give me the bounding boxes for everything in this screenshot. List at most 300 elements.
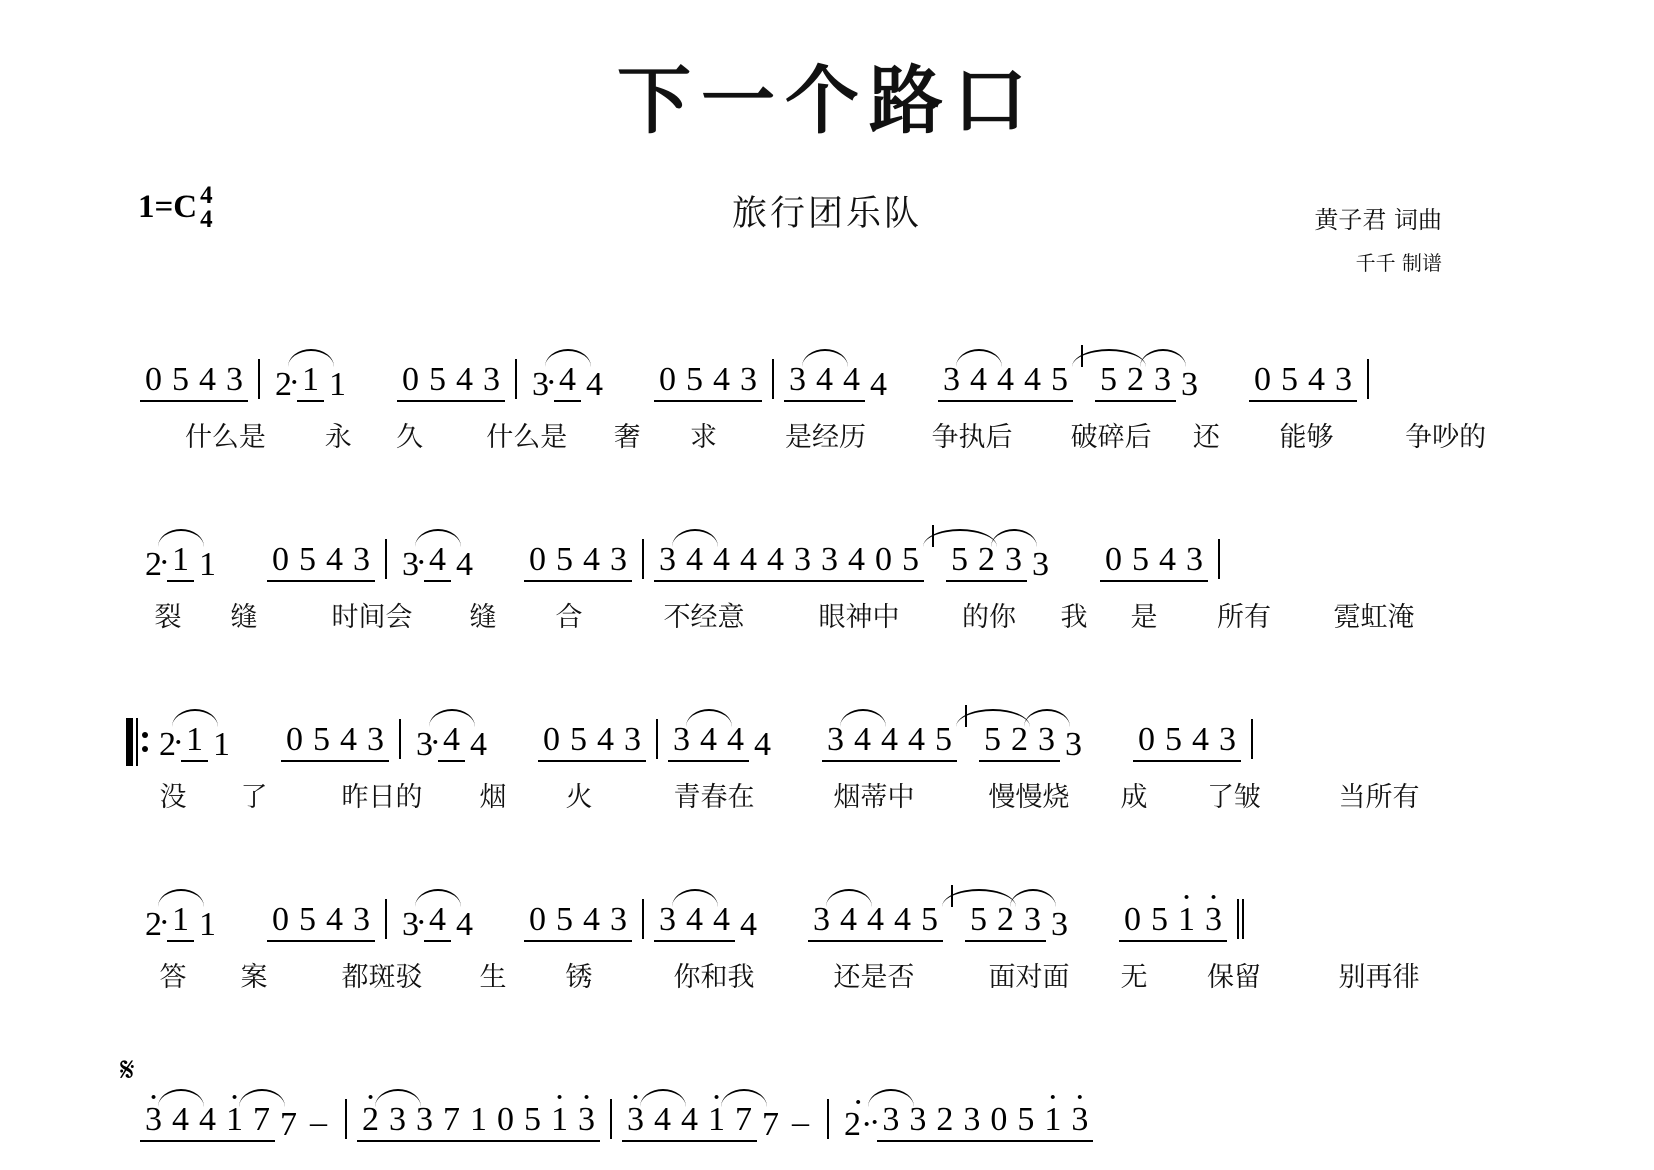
note: 3: [904, 1103, 931, 1142]
note: 3: [348, 543, 375, 582]
note: 5: [294, 903, 321, 942]
system-2: [0, 530, 1654, 634]
note: 4: [335, 723, 362, 762]
note: 5: [930, 723, 957, 762]
note: 4: [1187, 723, 1214, 762]
measure-group: [527, 360, 608, 403]
note: · 1: [546, 1103, 573, 1142]
system-4-lyrics: [0, 954, 1654, 994]
measure-group: [1095, 360, 1203, 403]
lyric: 无: [1120, 961, 1148, 993]
lyric: 缝: [469, 601, 497, 633]
note: 4: [676, 1103, 703, 1142]
measure-group: [979, 720, 1087, 763]
lyric: 烟蒂中: [833, 781, 915, 813]
note: 2: [1006, 723, 1033, 762]
note: 4: [194, 1103, 221, 1142]
note: 0: [281, 723, 308, 762]
note: 3: [1000, 543, 1027, 582]
note: 7: [730, 1103, 757, 1142]
measure-group: [524, 900, 632, 942]
lyric: 了皱: [1207, 781, 1261, 813]
note: 4: [167, 1103, 194, 1142]
note: 3: [221, 363, 248, 402]
note: 4: [1154, 543, 1181, 582]
note: 4: [554, 363, 581, 402]
barline: [1251, 719, 1253, 759]
note: 4: [578, 543, 605, 582]
measure-group: [267, 540, 375, 582]
measure-group: [654, 360, 762, 402]
time-signature-numerator: 4: [200, 182, 213, 209]
note: 4: [424, 543, 451, 582]
note: · 3: [140, 1103, 167, 1142]
note-extension-dash: –: [310, 1103, 327, 1141]
repeat-thick-line: [126, 718, 133, 766]
repeat-dot-upper: [142, 732, 148, 738]
barline: [642, 899, 644, 939]
note: 4: [708, 903, 735, 942]
note: 1: [213, 725, 230, 763]
repeat-dot-lower: [142, 746, 148, 752]
tie-arc: [1010, 889, 1056, 907]
barline: [345, 1099, 347, 1139]
lyric: 锈: [565, 961, 593, 993]
tie-arc: [288, 349, 334, 367]
note: 3: [1019, 903, 1046, 942]
note: 3: [348, 903, 375, 942]
note: 2: [973, 543, 1000, 582]
note: 4: [889, 903, 916, 942]
note: 0: [267, 543, 294, 582]
note: 4: [903, 723, 930, 762]
note: 5: [1146, 903, 1173, 942]
tie-arc: [1140, 349, 1186, 367]
measure-group: [654, 540, 924, 582]
note: 3 ·: [397, 908, 424, 942]
note: 2: [1122, 363, 1149, 402]
note: 4: [965, 363, 992, 402]
measure-group: [397, 540, 478, 583]
lyric: 争执后: [931, 421, 1013, 453]
credit-composer: 黄子君 词曲: [1314, 206, 1442, 234]
lyric: 还是否: [833, 961, 915, 993]
note: 4: [681, 903, 708, 942]
note: 4: [194, 363, 221, 402]
measure-group: [397, 360, 505, 402]
note: 5: [1046, 363, 1073, 402]
artist-name: 旅行团乐队: [731, 194, 922, 234]
system-1: [0, 350, 1654, 454]
lyric: 是经历: [785, 421, 867, 453]
measure-group: [1100, 540, 1208, 582]
note: 1: [199, 545, 216, 583]
measure-group: [140, 540, 221, 583]
note: 7: [280, 1105, 297, 1143]
tie-arc: [172, 709, 218, 727]
note: 3: [1330, 363, 1357, 402]
note: 2 ·: [140, 908, 167, 942]
note: 1: [465, 1103, 492, 1142]
measure-group: [822, 720, 957, 762]
note: 2 ·: [140, 548, 167, 582]
note: 5: [1095, 363, 1122, 402]
note: 3: [605, 543, 632, 582]
note: 4: [843, 543, 870, 582]
measure-group: [946, 540, 1054, 583]
note: 7: [248, 1103, 275, 1142]
measure-group: [839, 1100, 1093, 1143]
note: 2 ·: [270, 368, 297, 402]
note: · 1: [1173, 903, 1200, 942]
lyric: 能够: [1279, 421, 1334, 453]
note: 1: [167, 543, 194, 582]
lyric: 面对面: [988, 961, 1070, 993]
lyric: 案: [240, 961, 268, 993]
time-signature-denominator: 4: [200, 205, 213, 233]
note: 3 ·: [527, 368, 554, 402]
note: 5: [979, 723, 1006, 762]
barline: [656, 719, 658, 759]
note: 4: [754, 725, 771, 763]
note: 4: [862, 903, 889, 942]
note: 3: [808, 903, 835, 942]
tie-arc: [991, 529, 1037, 547]
lyric: 生: [479, 961, 507, 993]
note: 4: [321, 543, 348, 582]
note: 3: [816, 543, 843, 582]
note: 3: [735, 363, 762, 402]
lyric: 缝: [230, 601, 258, 633]
lyric: 的你: [962, 601, 1016, 633]
note: 4: [870, 365, 887, 403]
lyric: 还: [1192, 421, 1220, 453]
measure-group: [965, 900, 1073, 943]
note: 0: [538, 723, 565, 762]
note: 3: [619, 723, 646, 762]
barline: [399, 719, 401, 759]
note: 0: [492, 1103, 519, 1142]
note: 4: [992, 363, 1019, 402]
system-2-notes: [0, 530, 1654, 594]
note: 4: [838, 363, 865, 402]
lyric: 答: [159, 961, 187, 993]
tie-arc: [415, 529, 461, 547]
note: 3: [789, 543, 816, 582]
note: 3: [1033, 723, 1060, 762]
note: 1: [329, 365, 346, 403]
measure-group: [622, 1100, 817, 1143]
lyric: 合: [555, 601, 583, 633]
note: 3: [384, 1103, 411, 1142]
note: 5: [1012, 1103, 1039, 1142]
lyric: 当所有: [1338, 781, 1420, 813]
note: 0: [870, 543, 897, 582]
lyric: 昨日的: [341, 781, 423, 813]
lyric: 烟: [479, 781, 507, 813]
note: 4: [849, 723, 876, 762]
measure-group: [411, 720, 492, 763]
measure-group: [1133, 720, 1241, 762]
measure-group: [397, 900, 478, 943]
lyric: 你和我: [673, 961, 755, 993]
note: 3: [1032, 545, 1049, 583]
note: 5: [965, 903, 992, 942]
measure-group: [267, 900, 375, 942]
note: 4: [321, 903, 348, 942]
lyric: 破碎后: [1070, 421, 1152, 453]
tie-arc: [158, 889, 204, 907]
note: 4: [438, 723, 465, 762]
measure-group: [938, 360, 1073, 402]
lyric: 永: [324, 421, 352, 453]
system-3-notes: [0, 710, 1654, 774]
note: 0: [140, 363, 167, 402]
note: · 3: [1200, 903, 1227, 942]
measure-group: [357, 1100, 600, 1142]
barline: [642, 539, 644, 579]
note: 5: [565, 723, 592, 762]
lyric: 保留: [1207, 961, 1261, 993]
barline: [385, 539, 387, 579]
barline: [827, 1099, 829, 1139]
note: 7: [762, 1105, 779, 1143]
note: 0: [524, 543, 551, 582]
note: 1: [297, 363, 324, 402]
key-signature: [138, 184, 213, 232]
note: · 1: [221, 1103, 248, 1142]
note: 5: [681, 363, 708, 402]
note: 5: [897, 543, 924, 582]
credit-transcriber: 千千 制谱: [1355, 250, 1442, 275]
measure-group: [140, 900, 221, 943]
lyric: 什么是: [486, 421, 568, 453]
note: 0: [1133, 723, 1160, 762]
note: 4: [835, 903, 862, 942]
lyric: 没: [159, 781, 187, 813]
note: 4: [735, 543, 762, 582]
note: 5: [167, 363, 194, 402]
note: 5: [424, 363, 451, 402]
system-5-partial: [0, 1090, 1654, 1154]
note: 0: [1100, 543, 1127, 582]
lyric: 所有: [1217, 601, 1271, 633]
note: 5: [308, 723, 335, 762]
system-1-notes: [0, 350, 1654, 414]
system-5-notes: [0, 1090, 1654, 1154]
note: 3: [938, 363, 965, 402]
note: 3: [668, 723, 695, 762]
note: 3: [1214, 723, 1241, 762]
note: 3: [1181, 365, 1198, 403]
lyric: 时间会: [331, 601, 413, 633]
lyric: 奢: [613, 421, 641, 453]
note: 0: [397, 363, 424, 402]
note: 3: [1181, 543, 1208, 582]
repeat-start-sign: [126, 718, 148, 766]
note: 4: [451, 363, 478, 402]
note: 4: [586, 365, 603, 403]
measure-group: [654, 900, 762, 943]
tie-arc: [429, 709, 475, 727]
tie-arc: [1024, 709, 1070, 727]
lyric: 是: [1130, 601, 1158, 633]
note: 3: [605, 903, 632, 942]
note: · 3: [573, 1103, 600, 1142]
lyric: 青春在: [673, 781, 755, 813]
tie-arc: [239, 1089, 285, 1107]
note: 4: [456, 545, 473, 583]
system-3-lyrics: [0, 774, 1654, 814]
time-signature: [200, 184, 213, 232]
note: 3: [784, 363, 811, 402]
note: 0: [1249, 363, 1276, 402]
measure-group: [538, 720, 646, 762]
note: 2: [992, 903, 1019, 942]
note: 4: [649, 1103, 676, 1142]
barline: [772, 359, 774, 399]
lyric: 都斑驳: [341, 961, 423, 993]
note: 2 ·: [154, 728, 181, 762]
measure-group: [524, 540, 632, 582]
credits: [1314, 198, 1442, 282]
lyric: 成: [1120, 781, 1148, 813]
note: 1: [167, 903, 194, 942]
system-3: [0, 710, 1654, 814]
note: 3: [654, 543, 681, 582]
measure-group: [140, 360, 248, 402]
segno-sign: 𝄋: [120, 1050, 135, 1090]
note: 4: [578, 903, 605, 942]
note: · 1: [703, 1103, 730, 1142]
page-title: 下一个路口: [617, 58, 1037, 144]
note: 4: [424, 903, 451, 942]
note: 4: [1019, 363, 1046, 402]
note: 4: [811, 363, 838, 402]
note: 3: [411, 1103, 438, 1142]
note: 7: [438, 1103, 465, 1142]
measure-group: [1119, 900, 1227, 942]
measure-group: [270, 360, 351, 403]
note: 3: [1065, 725, 1082, 763]
measure-group: [784, 360, 892, 403]
note: 3: [877, 1103, 904, 1142]
note: 3 ·: [411, 728, 438, 762]
note: · 2· ·: [839, 1108, 877, 1142]
note: 0: [1119, 903, 1146, 942]
note: 4: [695, 723, 722, 762]
note: 4: [592, 723, 619, 762]
barline: [258, 359, 260, 399]
measure-group: [668, 720, 776, 763]
note: 5: [1127, 543, 1154, 582]
note: · 2: [357, 1103, 384, 1142]
lyric: 慢慢烧: [988, 781, 1070, 813]
note: · 1: [1039, 1103, 1066, 1142]
note: 5: [294, 543, 321, 582]
note: 5: [519, 1103, 546, 1142]
barline: [1218, 539, 1220, 579]
repeat-thin-line: [136, 718, 138, 766]
lyric: 霓虹淹: [1333, 601, 1415, 633]
lyric: 什么是: [184, 421, 266, 453]
system-2-lyrics: [0, 594, 1654, 634]
note: 3: [478, 363, 505, 402]
note: · 3: [622, 1103, 649, 1142]
measure-group: [281, 720, 389, 762]
note: 4: [762, 543, 789, 582]
note: 5: [551, 903, 578, 942]
note: 5: [946, 543, 973, 582]
note: 4: [456, 905, 473, 943]
note: 4: [722, 723, 749, 762]
note: 4: [708, 363, 735, 402]
measure-group: [808, 900, 943, 942]
barline: [515, 359, 517, 399]
note: · 3: [1066, 1103, 1093, 1142]
note: 5: [1276, 363, 1303, 402]
measure-group: [140, 1100, 335, 1143]
system-4: [0, 890, 1654, 994]
system-4-notes: [0, 890, 1654, 954]
measure-group: [1249, 360, 1357, 402]
note: 4: [470, 725, 487, 763]
lyric: 求: [689, 421, 717, 453]
tie-arc: [415, 889, 461, 907]
system-1-lyrics: [0, 414, 1654, 454]
note: 2: [931, 1103, 958, 1142]
note: 3: [362, 723, 389, 762]
lyric: 眼神中: [818, 601, 900, 633]
barline: [1367, 359, 1369, 399]
note: 0: [524, 903, 551, 942]
note: 3: [822, 723, 849, 762]
note: 5: [916, 903, 943, 942]
note: 3: [1051, 905, 1068, 943]
note: 4: [708, 543, 735, 582]
lyric: 久: [396, 421, 424, 453]
lyric: 了: [240, 781, 268, 813]
barline: [385, 899, 387, 939]
note: 0: [654, 363, 681, 402]
note: 0: [985, 1103, 1012, 1142]
note-extension-dash: –: [792, 1103, 809, 1141]
note: 5: [551, 543, 578, 582]
lyric: 不经意: [663, 601, 745, 633]
measure-group: [154, 720, 235, 763]
lyric: 火: [565, 781, 593, 813]
note: 1: [181, 723, 208, 762]
note: 4: [1303, 363, 1330, 402]
tie-arc: [158, 529, 204, 547]
lyric: 争吵的: [1405, 421, 1487, 453]
key-label: 1=C: [138, 189, 198, 226]
note: 4: [740, 905, 757, 943]
note: 1: [199, 905, 216, 943]
final-barline: [1237, 899, 1239, 939]
barline: [610, 1099, 612, 1139]
note: 5: [1160, 723, 1187, 762]
lyric: 别再徘: [1338, 961, 1420, 993]
lyric: 裂: [154, 601, 182, 633]
note: 4: [681, 543, 708, 582]
tie-arc: [721, 1089, 767, 1107]
note: 3: [958, 1103, 985, 1142]
note: 0: [267, 903, 294, 942]
lyric: 我: [1060, 601, 1088, 633]
tie-arc: [545, 349, 591, 367]
note: 3: [1149, 363, 1176, 402]
